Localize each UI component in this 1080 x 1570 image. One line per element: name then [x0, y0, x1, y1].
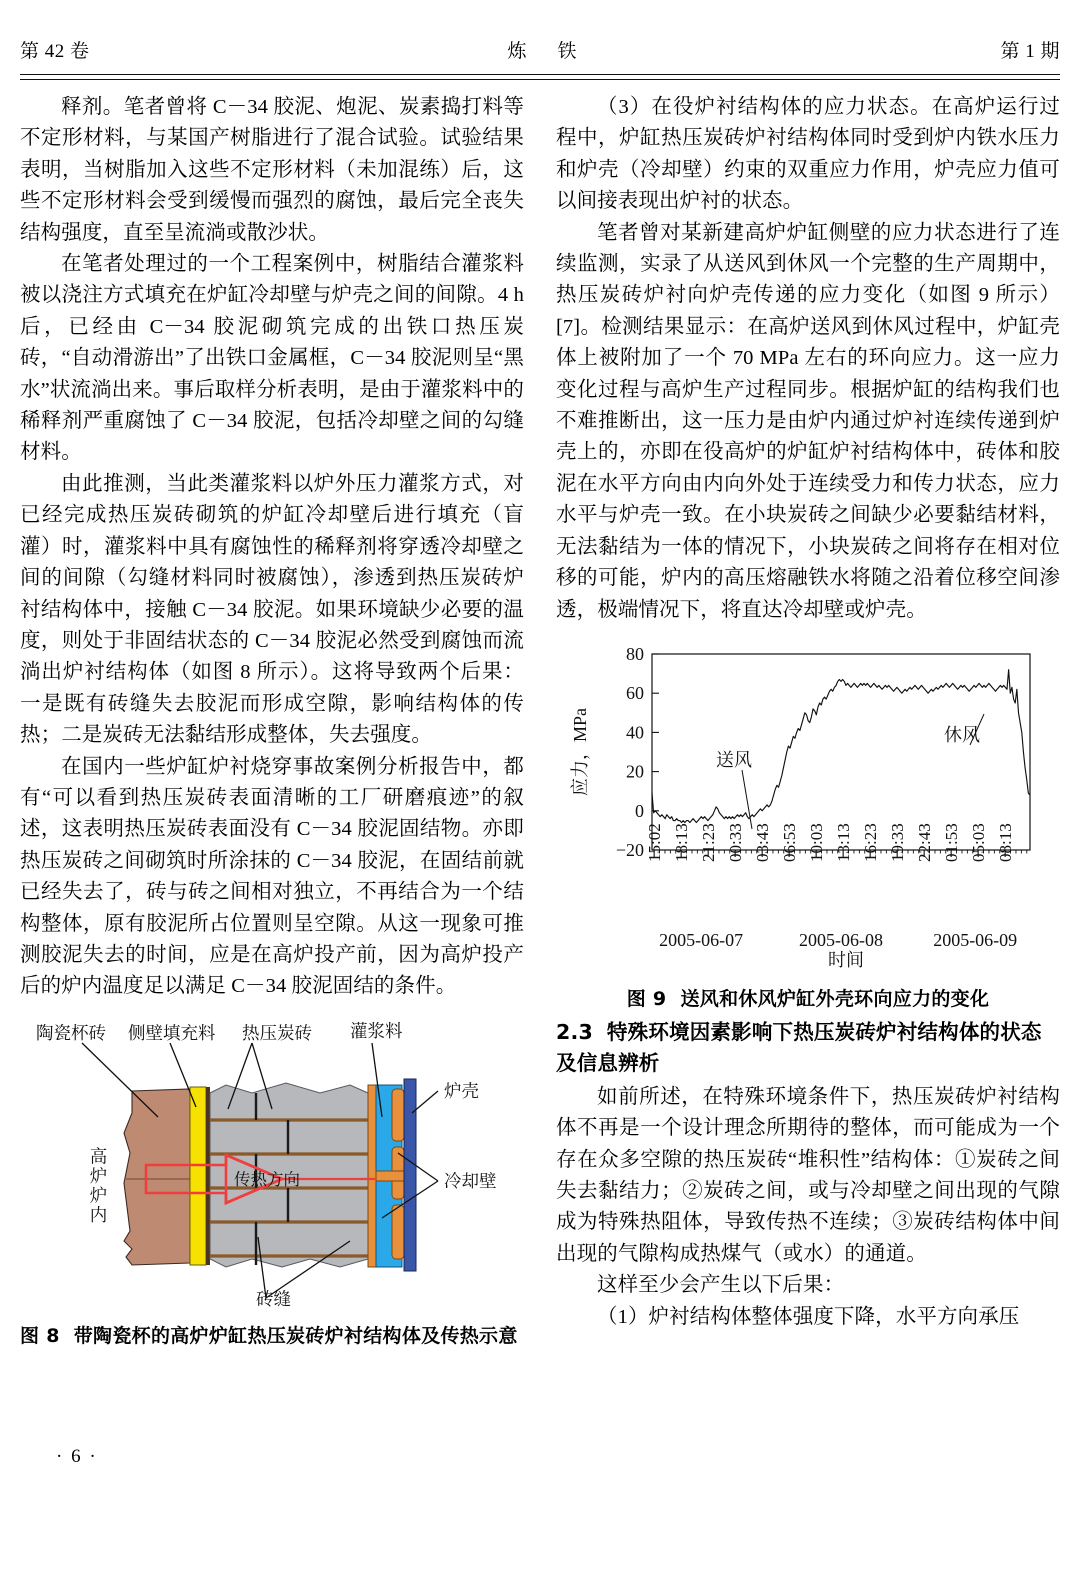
paragraph: 这样至少会产生以下后果： — [597, 1274, 845, 1297]
y-tick-label: 60 — [626, 683, 644, 704]
annotation-label: 送风 — [716, 749, 752, 770]
figure-8-diagram — [20, 1013, 524, 1313]
paragraph: 由此推测，当此类灌浆料以炉外压力灌浆方式，对已经完成热压炭砖砌筑的炉缸冷却壁后进行填充（盲灌）时，灌浆料中具有腐蚀性的稀释剂将穿透冷却壁之间的间隙（勾缝材料同时被腐蚀），渗透到热压炭砖炉衬结构体中，接触 C－34 胶泥。如果环境缺少必要的温度，则处于非固结状态的 C－34 胶泥必然受到腐蚀而流淌出炉衬结构体（如图 8 所示）。这将导致两个后果：一是既有砖缝失去胶泥而形成空隙，影响结构体的传热；二是炭砖无法黏结形成整体，失去强度。 — [20, 472, 524, 747]
x-axis-label: 时间 — [828, 949, 864, 970]
figure-8-caption-text: 带陶瓷杯的高炉炉缸热压炭砖炉衬结构体及传热示意 — [73, 1324, 518, 1347]
x-tick-label: 22:43 — [915, 823, 935, 862]
x-tick-label: 15:02 — [645, 823, 665, 862]
left-column — [20, 92, 524, 1492]
figure-8 — [20, 1013, 524, 1348]
furnace-shell — [404, 1079, 416, 1271]
header-rule — [20, 74, 1060, 80]
right-column — [556, 92, 1060, 1492]
figure-9-chart — [556, 636, 1060, 976]
y-tick-label: −20 — [615, 839, 644, 860]
volume-label: 第 42 卷 — [20, 41, 90, 62]
paragraph: 如前所述，在特殊环境条件下，热压炭砖炉衬结构体不再是一个设计理念所期待的整体，而可能成为一个存在众多空隙的热压炭砖“堆积性”结构体：①炭砖之间失去黏结力；②炭砖之间，或与冷却壁之间出现的气隙成为特殊热阻体，导致传热不连续；③炭砖结构体中间出现的气隙构成热煤气（或水）的通道。 — [556, 1085, 1060, 1265]
x-tick-label: 03:43 — [753, 823, 773, 862]
label-hot-pressed-carbon-brick: 热压炭砖 — [242, 1022, 312, 1043]
label-side-filler: 侧壁填充料 — [128, 1022, 216, 1043]
label-grouting: 灌浆料 — [350, 1020, 403, 1041]
label-ceramic-cup-brick: 陶瓷杯砖 — [36, 1022, 106, 1043]
journal-name: 炼 铁 — [507, 41, 583, 62]
section-title: 特殊环境因素影响下热压炭砖炉衬结构体的状态及信息辨析 — [556, 1019, 1042, 1076]
x-tick-label: 19:33 — [888, 823, 908, 862]
filler-carbon-joint — [206, 1087, 210, 1265]
x-tick-label: 16:23 — [861, 823, 881, 862]
figure-9 — [556, 636, 1060, 1011]
x-tick-label: 00:33 — [726, 823, 746, 862]
y-tick-label: 0 — [635, 800, 644, 821]
side-wall-filler — [190, 1087, 206, 1265]
paragraph: （1）炉衬结构体整体强度下降，水平方向承压 — [597, 1305, 1020, 1328]
figure-9-label: 图 9 — [626, 987, 667, 1010]
x-tick-label: 13:13 — [834, 823, 854, 862]
label-shell: 炉壳 — [444, 1080, 479, 1101]
y-tick-label: 40 — [626, 722, 644, 743]
x-axis-date-groups — [659, 930, 1017, 950]
x-axis-ticks — [645, 823, 1027, 862]
paragraph: 释剂。笔者曾将 C－34 胶泥、炮泥、炭素捣打料等不定形材料，与某国产树脂进行了混合试验。试验结果表明，当树脂加入这些不定形材料（未加混练）后，这些不定形材料会受到缓慢而强烈的腐蚀，最后完全丧失结构强度，直至呈流淌或散沙状。 — [20, 96, 524, 244]
x-date-group-label: 2005-06-09 — [933, 929, 1018, 950]
x-tick-label: 18:13 — [672, 823, 692, 862]
x-tick-label: 08:13 — [996, 823, 1016, 862]
y-tick-label: 20 — [626, 761, 644, 782]
x-tick-label: 06:53 — [780, 823, 800, 862]
page-number: · 6 · — [56, 1446, 98, 1467]
running-head — [20, 36, 1060, 70]
stress-time-line-chart — [556, 636, 1060, 976]
figure-8-label: 图 8 — [20, 1324, 60, 1347]
x-tick-label: 05:03 — [969, 823, 989, 862]
paragraph: （3）在役炉衬结构体的应力状态。在高炉运行过程中，炉缸热压炭砖炉衬结构体同时受到炉内铁水压力和炉壳（冷却壁）约束的双重应力作用，炉壳应力值可以间接表现出炉衬的状态。 — [556, 96, 1060, 213]
issue-label: 第 1 期 — [1000, 41, 1060, 62]
section-number: 2.3 — [556, 1019, 593, 1044]
plot-area-frame — [652, 654, 1030, 850]
paragraph: 笔者曾对某新建高炉炉缸侧壁的应力状态进行了连续监测，实录了从送风到休风一个完整的生产周期中，热压炭砖炉衬向炉壳传递的应力变化（如图 9 所示）[7]。检测结果显示：在高炉送风到休风过程中，炉缸壳体上被附加了一个 70 MPa 左右的环向应力。这一应力变化过程与高炉生产过程同步。根据炉缸的结构我们也不难推断出，这一压力是由炉内通过炉衬连续传递到炉壳上的，亦即在役高炉的炉缸炉衬结构体中，砖体和胶泥在水平方向由内向外处于连续受力和传力状态，应力水平与炉壳一致。在小块炭砖之间缺少必要黏结材料，无法黏结为一体的情况下，小块炭砖之间将存在相对位移的可能，炉内的高压熔融铁水将随之沿着位移空间渗透，极端情况下，将直达冷却壁或炉壳。 — [556, 221, 1060, 621]
paragraph: 在国内一些炉缸炉衬烧穿事故案例分析报告中，都有“可以看到热压炭砖表面清晰的工厂研磨痕迹”的叙述，这表明热压炭砖表面没有 C－34 胶泥固结物。亦即热压炭砖之间砌筑时所涂抹的 C－34 胶泥，在固结前就已经失去了，砖与砖之间相对独立，不再结合为一个结构整体，原有胶泥所占位置则呈空隙。从这一现象可推测胶泥失去的时间，应是在高炉投产前，因为高炉投产后的炉内温度足以满足 C－34 胶泥固结的条件。 — [20, 755, 524, 998]
body-columns — [20, 92, 1060, 1492]
paragraph: 在笔者处理过的一个工程案例中，树脂结合灌浆料被以浇注方式填充在炉缸冷却壁与炉壳之间的间隙。4 h 后，已经由 C－34 胶泥砌筑完成的出铁口热压炭砖，“自动滑游出”了出铁口金属框，C－34 胶泥则呈“黑水”状流淌出来。事后取样分析表明，是由于灌浆料中的稀释剂严重腐蚀了 C－34 胶泥，包括冷却壁之间的勾缝材料。 — [20, 253, 524, 464]
label-cooling-stave: 冷却壁 — [444, 1170, 497, 1191]
grout-layer — [368, 1085, 376, 1267]
y-tick-label: 80 — [626, 643, 644, 664]
section-heading — [556, 1017, 1060, 1080]
figure-9-caption-text: 送风和休风炉缸外壳环向应力的变化 — [680, 987, 990, 1010]
x-tick-label: 21:23 — [699, 823, 719, 862]
x-tick-label: 10:03 — [807, 823, 827, 862]
label-furnace-inside: 高炉炉内 — [88, 1146, 108, 1225]
label-heat-direction: 传热方向 — [234, 1169, 300, 1189]
y-axis-label: 应力，MPa — [570, 707, 590, 796]
lining-structure-schematic — [20, 1013, 524, 1313]
figure-9-caption — [556, 984, 1060, 1011]
figure-8-caption — [20, 1321, 524, 1348]
x-date-group-label: 2005-06-08 — [799, 929, 883, 950]
annotation-label: 休风 — [944, 724, 980, 745]
x-date-group-label: 2005-06-07 — [659, 929, 744, 950]
label-brick-joint: 砖缝 — [256, 1288, 291, 1309]
x-tick-label: 01:53 — [942, 823, 962, 862]
